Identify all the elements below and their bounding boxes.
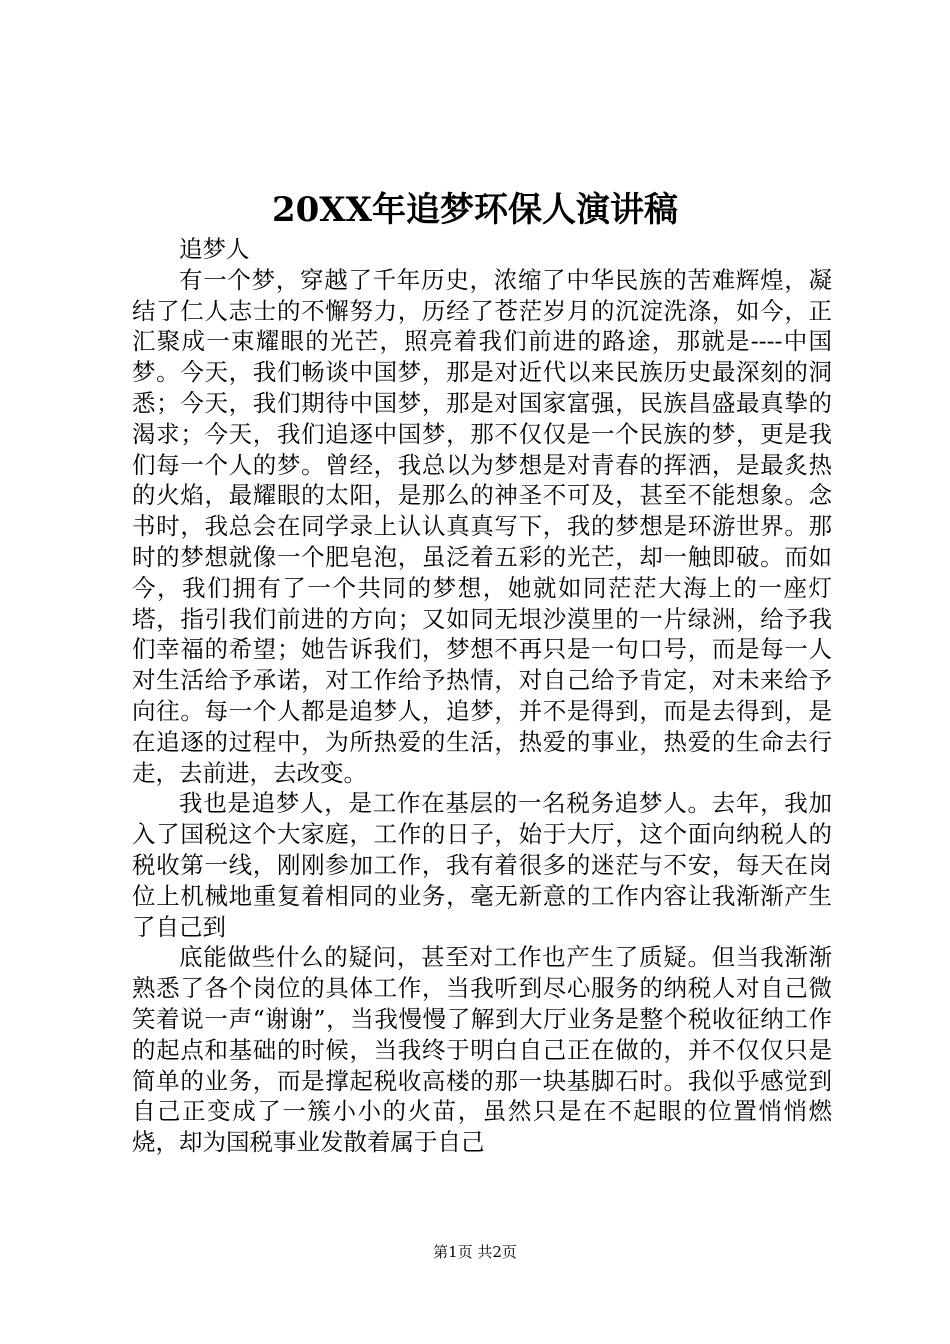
paragraph: 有一个梦，穿越了千年历史，浓缩了中华民族的苦难辉煌，凝结了仁人志士的不懈努力，历经了苍茫岁月的沉淀洗涤，如今，正汇聚成一束耀眼的光芒，照亮着我们前进的路途，那就是----中国梦。今天，我们畅谈中国梦，那是对近代以来民族历史最深刻的洞悉；今天，我们期待中国梦，那是对国家富强，民族昌盛最真挚的渴求；今天，我们追逐中国梦，那不仅仅是一个民族的梦，更是我们每一个人的梦。曾经，我总以为梦想是对青春的挥洒，是最炙热的火焰，最耀眼的太阳，是那么的神圣不可及，甚至不能想象。念书时，我总会在同学录上认认真真写下，我的梦想是环游世界。那时的梦想就像一个肥皂泡，虽泛着五彩的光芒，却一触即破。而如今，我们拥有了一个共同的梦想，她就如同茫茫大海上的一座灯塔，指引我们前进的方向；又如同无垠沙漠里的一片绿洲，给予我们幸福的希望；她告诉我们，梦想不再只是一句口号，而是每一人对生活给予承诺，对工作给予热情，对自己给予肯定，对未来给予向往。每一个人都是追梦人，追梦，并不是得到，而是去得到，是在追逐的过程中，为所热爱的生活，热爱的事业，热爱的生命去行走，去前进，去改变。 (132, 265, 832, 787)
page-footer: 第1页 共2页 (433, 1243, 517, 1261)
page-title: 20XX年追梦环保人演讲稿 (271, 190, 679, 230)
paragraph: 我也是追梦人，是工作在基层的一名税务追梦人。去年，我加入了国税这个大家庭，工作的日子，始于大厅，这个面向纳税人的税收第一线，刚刚参加工作，我有着很多的迷茫与不安，每天在岗位上机械地重复着相同的业务，毫无新意的工作内容让我渐渐产生了自己到 (132, 789, 832, 941)
paragraph: 底能做些什么的疑问，甚至对工作也产生了质疑。但当我渐渐熟悉了各个岗位的具体工作，当我听到尽心服务的纳税人对自己微笑着说一声“谢谢”，当我慢慢了解到大厅业务是整个税收征纳工作的起点和基础的时候，当我终于明白自己正在做的，并不仅仅只是简单的业务，而是撑起税收高楼的那一块基脚石时。我似乎感觉到自己正变成了一簇小小的火苗，虽然只是在不起眼的位置悄悄燃烧，却为国税事业发散着属于自己 (132, 943, 832, 1157)
document-body (132, 234, 832, 1158)
paragraph-heading: 追梦人 (179, 235, 250, 263)
